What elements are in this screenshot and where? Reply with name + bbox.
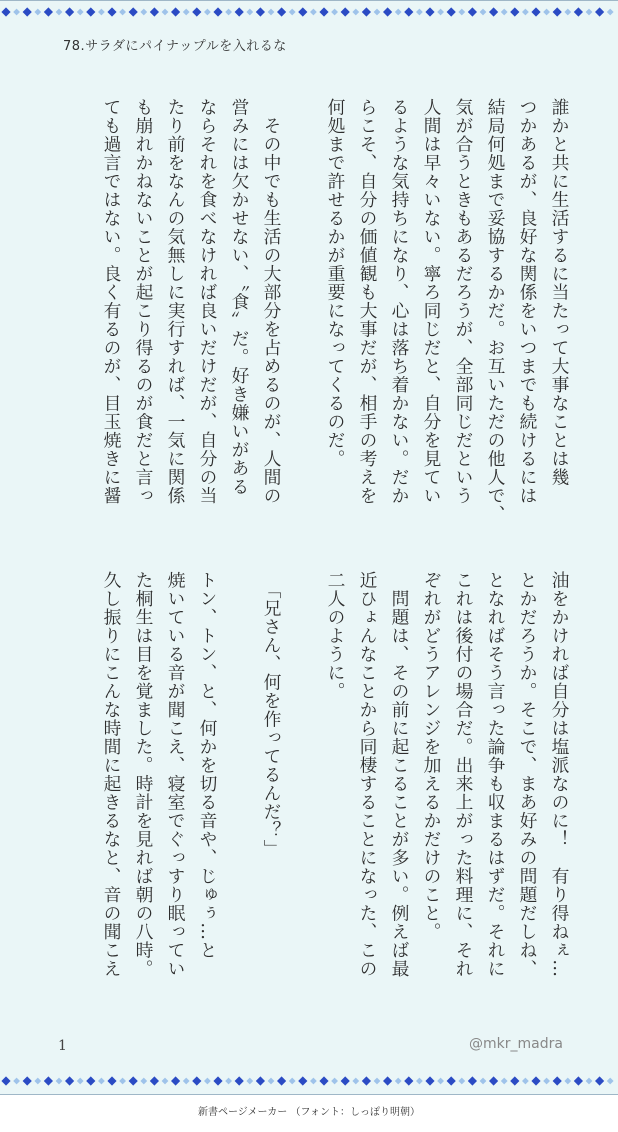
diamond-icon (56, 9, 63, 16)
diamond-icon (98, 9, 105, 16)
page-number: 1 (58, 1038, 67, 1054)
diamond-icon (553, 7, 562, 16)
diamond-icon (480, 1078, 487, 1085)
diamond-icon (416, 9, 423, 16)
diamond-icon (86, 1076, 95, 1085)
diamond-icon (56, 1078, 63, 1085)
credit-line: 新書ページメーカー （フォント：しっぽり明朝） (198, 1107, 420, 1118)
diamond-icon (13, 9, 20, 16)
diamond-icon (383, 1076, 392, 1085)
diamond-icon (107, 1076, 116, 1085)
diamond-icon (522, 1078, 529, 1085)
diamond-icon (341, 1076, 350, 1085)
diamond-icon (204, 9, 211, 16)
diamond-icon (425, 7, 434, 16)
diamond-icon (574, 7, 583, 16)
diamond-icon (192, 1076, 201, 1085)
diamond-icon (425, 1076, 434, 1085)
diamond-icon (44, 1076, 53, 1085)
diamond-icon (298, 1076, 307, 1085)
diamond-icon (246, 1078, 253, 1085)
diamond-icon (183, 1078, 190, 1085)
diamond-icon (553, 1076, 562, 1085)
diamond-icon (65, 7, 74, 16)
diamond-icon (277, 1076, 286, 1085)
diamond-icon (171, 7, 180, 16)
diamond-icon (522, 9, 529, 16)
diamond-icon (510, 1076, 519, 1085)
diamond-icon (543, 1078, 550, 1085)
diamond-icon (437, 1078, 444, 1085)
diamond-icon (246, 9, 253, 16)
diamond-icon (447, 1076, 456, 1085)
diamond-icon (362, 1076, 371, 1085)
diamond-icon (268, 9, 275, 16)
diamond-icon (395, 1078, 402, 1085)
diamond-icon (140, 9, 147, 16)
diamond-icon (510, 7, 519, 16)
diamond-icon (192, 7, 201, 16)
diamond-icon (404, 1076, 413, 1085)
diamond-icon (310, 9, 317, 16)
diamond-icon (352, 1078, 359, 1085)
body-text-lower: 油をかければ自分は塩派なのに！ 有り得ねぇ… とかだろうか。そこで、まあ好みの問題だしね、 となればそう言った論争も収まるはずだ。それに これは後付の場合だ。出来上がった料理に、それ ぞれがどうアレンジを加えるかだけのこと。 問題は、その前に起こることが多い。例えば最 近ひょんなことから同棲することになった、この 二人のように。 「兄さん、何を作ってるんだ？」 トン、トン、と、何かを切る音や、じゅぅ…と 焼いている音が聞こえ、寝室でぐっすり眠ってい た桐生は目を覚ました。時計を見れば朝の八時。 久し振りにこんな時間に起きるなと、音の聞こえ (101, 571, 570, 978)
diamond-icon (331, 9, 338, 16)
diamond-icon (362, 7, 371, 16)
diamond-border-top (0, 4, 618, 20)
diamond-icon (119, 9, 126, 16)
diamond-icon (458, 1078, 465, 1085)
diamond-icon (543, 9, 550, 16)
diamond-icon (607, 1078, 614, 1085)
diamond-icon (1, 1076, 10, 1085)
diamond-icon (395, 9, 402, 16)
chapter-title: 78.サラダにパイナップルを入れるな (63, 39, 287, 54)
diamond-icon (404, 7, 413, 16)
diamond-icon (489, 1076, 498, 1085)
diamond-icon (162, 9, 169, 16)
diamond-icon (23, 7, 32, 16)
diamond-icon (277, 7, 286, 16)
diamond-icon (77, 1078, 84, 1085)
diamond-icon (150, 1076, 159, 1085)
body-text-upper: 誰かと共に生活するに当たって大事なことは幾 つかあるが、良好な関係をいつまでも続けるには 結局何処まで妥協するかだ。お互いただの他人で、 気が合うときもあるだろうが、全部同じだという 人間は早々いない。寧ろ同じだと、自分を見てい るような気持ちになり、心は落ち着かない。だか らこそ、自分の価値観も大事だが、相手の考えを 何処まで許せるかが重要になってくるのだ。 その中でも生活の大部分を占めるのが、人間の 営みには欠かせない、〝食〟だ。好き嫌いがある ならそれを食べなければ良いだけだが、自分の当 たり前をなんの気無しに実行すれば、一気に関係 も崩れかねないことが起こり得るのが食だと言っ ても過言ではない。良く有るのが、目玉焼きに醤 (101, 98, 570, 524)
diamond-icon (501, 1078, 508, 1085)
author-handle: @mkr_madra (469, 1036, 563, 1052)
diamond-icon (256, 1076, 265, 1085)
diamond-icon (298, 7, 307, 16)
diamond-icon (98, 1078, 105, 1085)
diamond-icon (13, 1078, 20, 1085)
diamond-icon (447, 7, 456, 16)
diamond-icon (183, 9, 190, 16)
diamond-icon (225, 9, 232, 16)
diamond-icon (564, 1078, 571, 1085)
diamond-icon (595, 7, 604, 16)
diamond-icon (86, 7, 95, 16)
diamond-icon (140, 1078, 147, 1085)
diamond-icon (65, 1076, 74, 1085)
diamond-icon (235, 7, 244, 16)
diamond-icon (289, 1078, 296, 1085)
diamond-border-bottom (0, 1073, 618, 1089)
diamond-icon (162, 1078, 169, 1085)
diamond-icon (586, 9, 593, 16)
diamond-icon (331, 1078, 338, 1085)
diamond-icon (129, 7, 138, 16)
diamond-icon (468, 7, 477, 16)
diamond-icon (256, 7, 265, 16)
diamond-icon (374, 9, 381, 16)
diamond-icon (150, 7, 159, 16)
diamond-icon (586, 1078, 593, 1085)
diamond-icon (34, 1078, 41, 1085)
diamond-icon (501, 9, 508, 16)
diamond-icon (289, 9, 296, 16)
diamond-icon (341, 7, 350, 16)
diamond-icon (458, 9, 465, 16)
diamond-icon (374, 1078, 381, 1085)
diamond-icon (531, 7, 540, 16)
diamond-icon (129, 1076, 138, 1085)
diamond-icon (531, 1076, 540, 1085)
diamond-icon (489, 7, 498, 16)
diamond-icon (574, 1076, 583, 1085)
diamond-icon (204, 1078, 211, 1085)
diamond-icon (171, 1076, 180, 1085)
diamond-icon (213, 7, 222, 16)
diamond-icon (213, 1076, 222, 1085)
diamond-icon (119, 1078, 126, 1085)
diamond-icon (319, 1076, 328, 1085)
diamond-icon (468, 1076, 477, 1085)
diamond-icon (480, 9, 487, 16)
diamond-icon (352, 9, 359, 16)
diamond-icon (595, 1076, 604, 1085)
diamond-icon (1, 7, 10, 16)
diamond-icon (34, 9, 41, 16)
diamond-icon (607, 9, 614, 16)
diamond-icon (107, 7, 116, 16)
diamond-icon (23, 1076, 32, 1085)
diamond-icon (77, 9, 84, 16)
diamond-icon (383, 7, 392, 16)
diamond-icon (416, 1078, 423, 1085)
diamond-icon (44, 7, 53, 16)
diamond-icon (319, 7, 328, 16)
diamond-icon (310, 1078, 317, 1085)
diamond-icon (268, 1078, 275, 1085)
diamond-icon (225, 1078, 232, 1085)
diamond-icon (235, 1076, 244, 1085)
diamond-icon (437, 9, 444, 16)
diamond-icon (564, 9, 571, 16)
